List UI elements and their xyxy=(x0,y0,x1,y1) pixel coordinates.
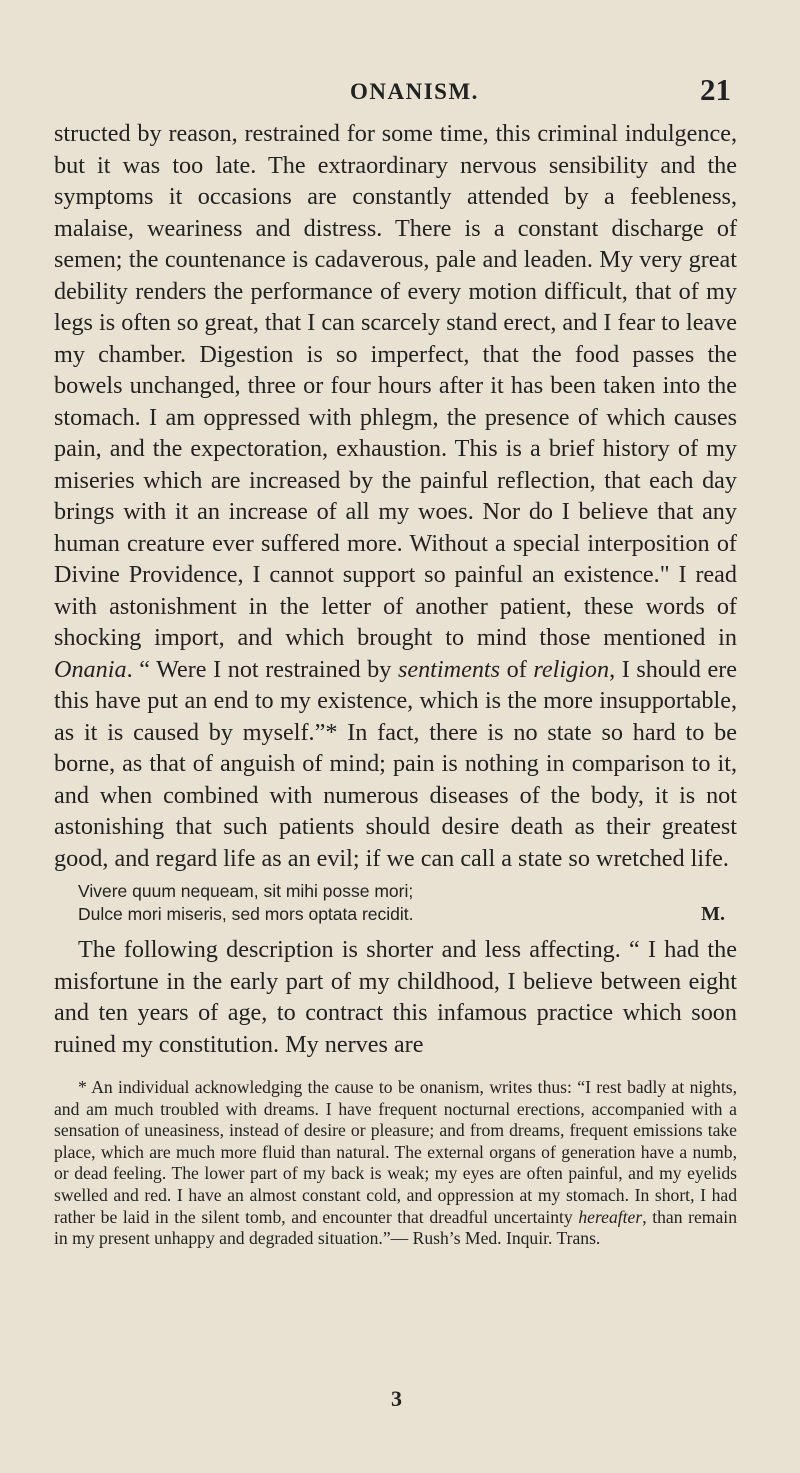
italic-hereafter: hereafter xyxy=(578,1206,643,1227)
italic-sentiments: sentiments xyxy=(397,655,501,683)
paragraph-continued: structed by reason, restrained for some time, this criminal indulgence, but it was too late. The extraordinary nervous sensibility and the symptoms it occasions are constantly attended by a feebleness, malaise, weariness and distress. There is a constant discharge of semen; the countenance is cadaverous, pale and leaden. My very great debility renders the performance of every motion difficult, that of my legs is often so great, that I can scarcely stand erect, and I fear to leave my chamber. Digestion is so imperfect, that the food passes the bowels unchanged, three or four hours after it has been taken into the stomach. I am oppressed with phlegm, the presence of which causes pain, and the expectoration, exhaustion. This is a brief history of my miseries which are increased by the painful reflection, that each day brings with it an increase of all my woes. Nor do I believe that any human creature ever suffered more. Without a special interposition of Divine Providence, I cannot support so painful an existence." I read with astonishment in the letter of another patient, these words of shocking import, and which brought to mind those mentioned in Onania. “ Were I not restrained by sentiments of religion, I should ere this have put an end to my existence, which is the more insupportable, as it is caused by myself.”* In fact, there is no state so hard to be borne, as that of anguish of mind; pain is nothing in comparison to it, and when combined with numerous diseases of the body, it is not astonishing that such patients should desire death as their greatest good, and regard life as an evil; if we can call a state so wretched life. xyxy=(54,120,737,872)
italic-religion: religion xyxy=(533,655,610,683)
page-header xyxy=(0,74,800,114)
signature-mark: 3 xyxy=(391,1386,402,1411)
verse-line: Dulce mori miseris, sed mors optata recidit. M. xyxy=(78,903,725,925)
running-title: ONANISM. xyxy=(350,79,479,104)
page-number: 21 xyxy=(700,72,731,107)
latin-verse xyxy=(78,880,737,926)
paragraph: The following description is shorter and less affecting. “ I had the misfortune in the early part of my childhood, I believe between eight and ten years of age, to contract this infamous practice which soon ruined my constitution. My nerves are xyxy=(54,936,737,1058)
italic-onania: Onania xyxy=(54,655,127,683)
verse-author: M. xyxy=(701,903,725,925)
footnote: * An individual acknowledging the cause to be onanism, writes thus: “I rest badly at nights, and am much troubled with dreams. I have frequent nocturnal erections, accompanied with a sensation of uneasiness, instead of desire or pleasure; and from dreams, frequent emissions take place, which are much more fluid than natural. The external organs of generation have a numb, or dead feeling. The lower part of my back is weak; my eyes are often painful, and my eyelids swelled and red. I have an almost constant cold, and oppression at my stomach. In short, I had rather be laid in the silent tomb, and encounter that dreadful uncertainty hereafter, than remain in my present unhappy and degraded situation.”— Rush’s Med. Inquir. Trans. xyxy=(54,1077,737,1249)
main-text xyxy=(54,118,737,1060)
verse-line: Vivere quum nequeam, sit mihi posse mori; xyxy=(78,881,414,901)
